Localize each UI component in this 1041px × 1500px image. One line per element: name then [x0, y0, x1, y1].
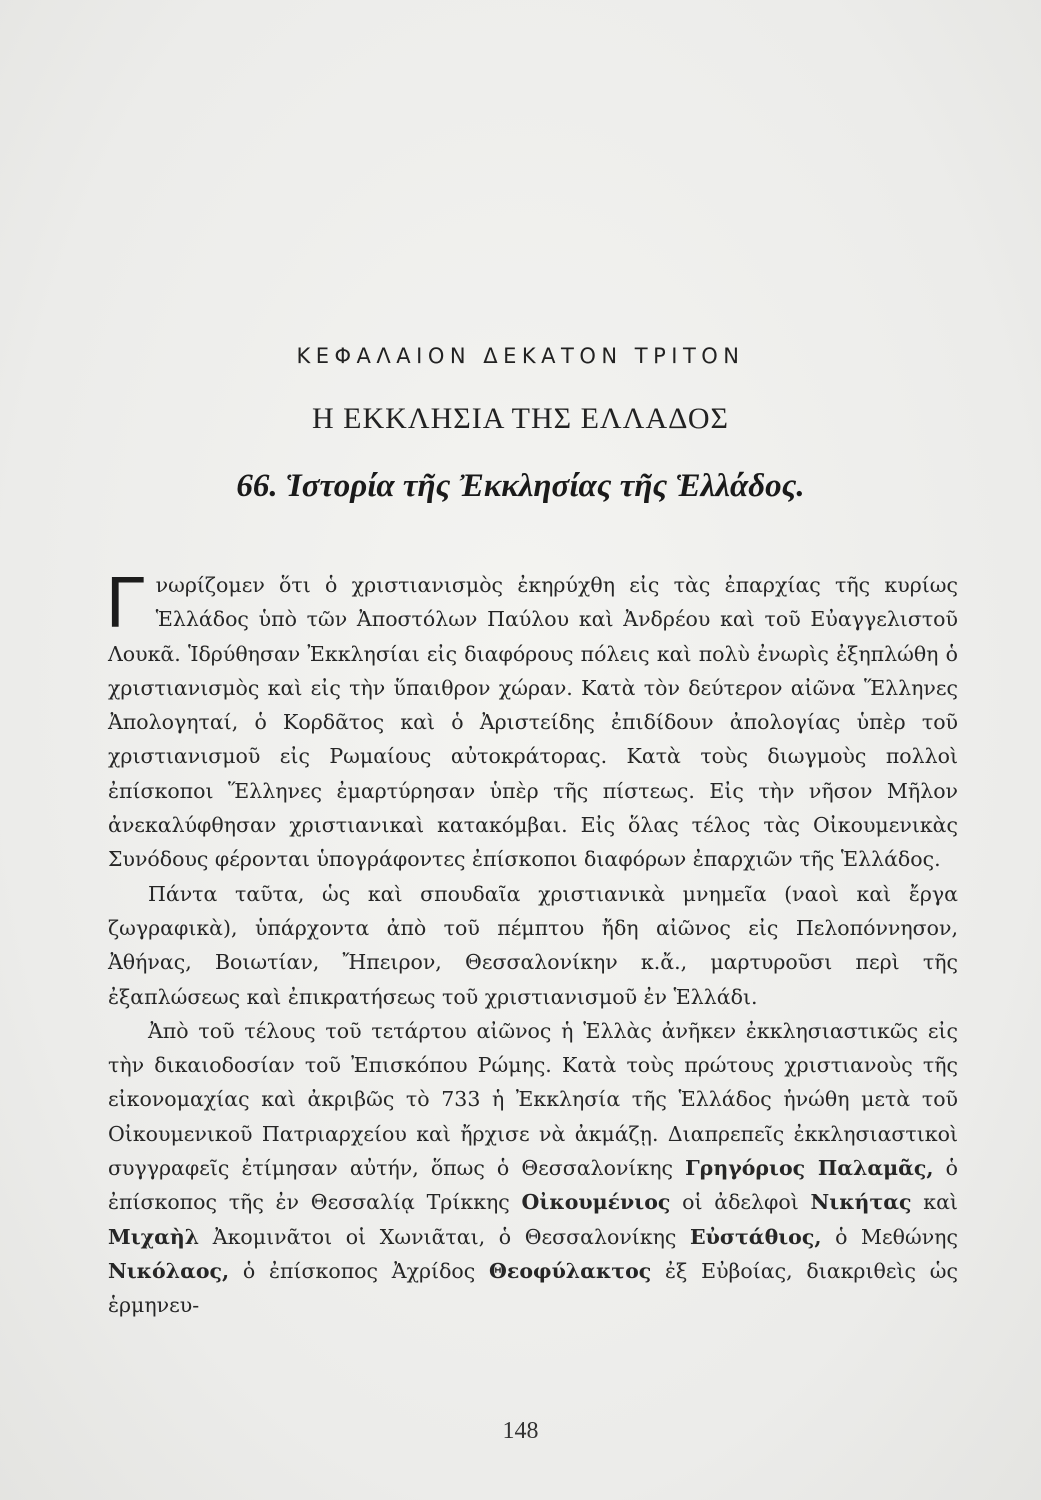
body-text — [106, 563, 958, 1323]
text-run: Ἀπὸ τοῦ τέλους τοῦ τετάρτου αἰῶνος ἡ Ἑλλὰς ἀνῆκεν ἐκκλησιαστικῶς εἰς τὴν δικαιοδοσίαν τοῦ Ἐπισκόπου Ρώμης. Κατὰ τοὺς πρώτους χριστιανοὺς τῆς εἰκονομαχίας καὶ ἀκριβῶς τὸ 733 ἡ Ἐκκλησία τῆς Ἑλλάδος ἡνώθη μετὰ τοῦ Οἰκουμενικοῦ Πατριαρχείου καὶ ἤρχισε νὰ ἀκμάζῃ. Διαπρεπεῖς ἐκκλησιαστικοὶ συγγραφεῖς ἐτίμησαν αὐτήν, ὅπως ὁ Θεσσαλονίκης — [108, 1018, 958, 1181]
text-run: ὁ ἐπίσκοπος τῆς ἐν Θεσσαλίᾳ Τρίκκης — [108, 1156, 958, 1215]
section-heading — [0, 468, 1041, 505]
text-run: ἐξ Εὐβοίας, διακριθεὶς ὡς ἑρμηνευ- — [108, 1258, 958, 1318]
person-name: Εὐστάθιος, — [690, 1224, 822, 1249]
person-name: Μιχαὴλ — [108, 1224, 200, 1249]
paragraph — [108, 1014, 958, 1323]
person-name: Νικήτας — [810, 1190, 912, 1215]
person-name: Οἰκουμένιος — [521, 1190, 671, 1215]
text-run: ὁ ἐπίσκοπος Ἀχρίδος — [242, 1258, 476, 1283]
chapter-label: ΚΕΦΑΛΑΙΟΝ ΔΕΚΑΤΟΝ ΤΡΙΤΟΝ — [296, 344, 745, 368]
chapter-title: Η ΕΚΚΛΗΣΙΑ ΤΗΣ ΕΛΛΑΔΟΣ — [312, 402, 729, 435]
person-name: Θεοφύλακτος — [489, 1258, 652, 1283]
section-number: 66. — [236, 468, 278, 504]
drop-cap: Γ — [106, 563, 146, 643]
section-title: Ἱστορία τῆς Ἐκκλησίας τῆς Ἑλλάδος. — [285, 468, 805, 504]
paragraph — [106, 563, 958, 877]
text-run: ὁ Μεθώνης — [835, 1224, 958, 1249]
person-name: Γρηγόριος Παλαμᾶς, — [685, 1156, 934, 1181]
paragraph-text: νωρίζομεν ὅτι ὁ χριστιανισμὸς ἐκηρύχθη εἰς τὰς ἐπαρχίας τῆς κυρίως Ἑλλάδος ὑπὸ τῶν Ἀποστόλων Παύλου καὶ Ἀνδρέου καὶ τοῦ Εὐαγγελιστοῦ Λουκᾶ. Ἱδρύθησαν Ἐκκλησίαι εἰς διαφόρους πόλεις καὶ πολὺ ἐνωρὶς ἐξηπλώθη ὁ χριστιανισμὸς καὶ εἰς τὴν ὕπαιθρον χώραν. Κατὰ τὸν δεύτερον αἰῶνα Ἕλληνες Ἀπολογηταί, ὁ Κορδᾶτος καὶ ὁ Ἀριστείδης ἐπιδίδουν ἀπολογίας ὑπὲρ τοῦ χριστιανισμοῦ εἰς Ρωμαίους αὐτοκράτορας. Κατὰ τοὺς διωγμοὺς πολλοὶ ἐπίσκοποι Ἕλληνες ἐμαρτύρησαν ὑπὲρ τῆς πίστεως. Εἰς τὴν νῆσον Μῆλον ἀνεκαλύφθησαν χριστιανικαὶ κατακόμβαι. Εἰς ὅλας τέλος τὰς Οἰκουμενικὰς Συνόδους φέρονται ὑπογράφοντες ἐπίσκοποι διαφόρων ἐπαρχιῶν τῆς Ἑλλάδος. — [108, 573, 958, 872]
text-run: Ἀκομινᾶτοι οἱ Χωνιᾶται, ὁ Θεσσαλονίκης — [212, 1224, 677, 1249]
person-name: Νικόλαος, — [108, 1258, 230, 1283]
paragraph: Πάντα ταῦτα, ὡς καὶ σπουδαῖα χριστιανικὰ μνημεῖα (ναοὶ καὶ ἔργα ζωγραφικὰ), ὑπάρχοντα ἀπὸ τοῦ πέμπτου ἤδη αἰῶνος εἰς Πελοπόννησον, Ἀθήνας, Βοιωτίαν, Ἤπειρον, Θεσσαλονίκην κ.ἄ., μαρτυροῦσι περὶ τῆς ἐξαπλώσεως καὶ ἐπικρατήσεως τοῦ χριστιανισμοῦ ἐν Ἑλλάδι. — [108, 881, 958, 1009]
text-run: καὶ — [923, 1190, 958, 1215]
text-run: οἱ ἀδελφοὶ — [682, 1190, 799, 1215]
page-number: 148 — [502, 1418, 539, 1444]
